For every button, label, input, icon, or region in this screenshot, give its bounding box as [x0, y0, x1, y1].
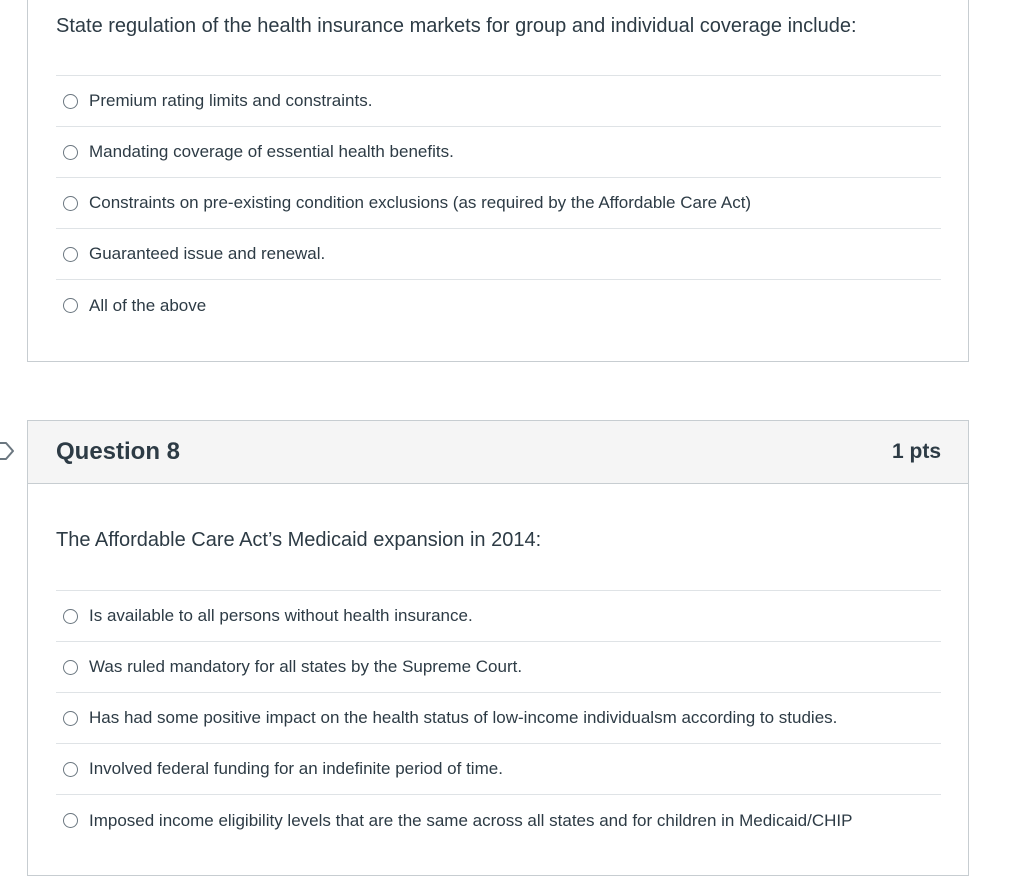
question-7-card	[27, 0, 969, 362]
answer-label: Has had some positive impact on the health status of low-income individualsm according to studies.	[89, 708, 838, 727]
answer-label: Was ruled mandatory for all states by the Supreme Court.	[89, 657, 523, 676]
question-8-text: The Affordable Care Act’s Medicaid expansion in 2014:	[56, 529, 542, 551]
radio-button[interactable]	[63, 145, 78, 160]
answer-label: Imposed income eligibility levels that are the same across all states and for children in Medicaid/CHIP	[89, 810, 853, 830]
radio-button[interactable]	[63, 711, 78, 726]
question-8-answer-5[interactable]	[56, 795, 941, 846]
question-7-answers	[56, 75, 941, 331]
answer-label: All of the above	[89, 295, 207, 315]
radio-button[interactable]	[63, 247, 78, 262]
question-8-answers	[56, 590, 941, 846]
question-7-answer-2[interactable]	[56, 127, 941, 178]
radio-button[interactable]	[63, 660, 78, 675]
answer-label: Is available to all persons without health insurance.	[89, 606, 473, 625]
question-7-body	[28, 0, 968, 331]
radio-button[interactable]	[63, 609, 78, 624]
radio-button[interactable]	[63, 813, 78, 828]
answer-label: Mandating coverage of essential health benefits.	[89, 142, 454, 161]
question-8-body	[28, 484, 968, 846]
question-8-answer-1[interactable]	[56, 591, 941, 642]
radio-button[interactable]	[63, 196, 78, 211]
question-8-header	[28, 421, 968, 484]
question-7-answer-4[interactable]	[56, 229, 941, 280]
answer-label: Premium rating limits and constraints.	[89, 91, 373, 110]
question-8-answer-4[interactable]	[56, 744, 941, 795]
answer-label: Involved federal funding for an indefinite period of time.	[89, 759, 503, 778]
question-title: Question 8	[56, 438, 181, 465]
radio-button[interactable]	[63, 762, 78, 777]
radio-button[interactable]	[63, 94, 78, 109]
question-7-answer-3[interactable]	[56, 178, 941, 229]
question-7-text: State regulation of the health insurance markets for group and individual coverage include:	[56, 15, 857, 37]
question-8-answer-3[interactable]	[56, 693, 941, 744]
question-8-card	[27, 420, 969, 876]
question-points: 1 pts	[891, 440, 941, 463]
question-7-answer-1[interactable]	[56, 76, 941, 127]
question-8-answer-2[interactable]	[56, 642, 941, 693]
question-7-answer-5[interactable]	[56, 280, 941, 331]
flag-icon[interactable]	[0, 440, 16, 462]
radio-button[interactable]	[63, 298, 78, 313]
answer-label: Constraints on pre-existing condition exclusions (as required by the Affordable Care Act)	[89, 193, 752, 212]
answer-label: Guaranteed issue and renewal.	[89, 244, 326, 263]
